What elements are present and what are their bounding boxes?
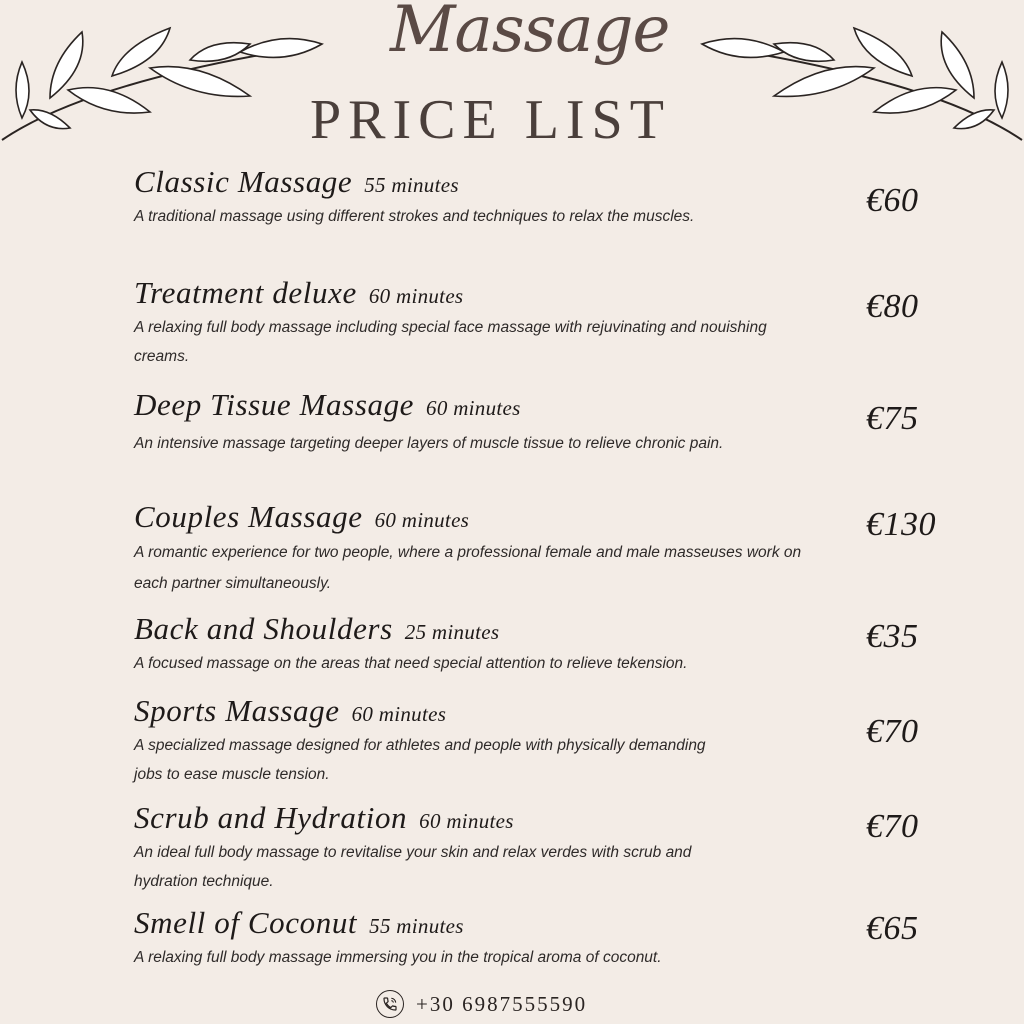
service-description: A relaxing full body massage including special face massage with rejuvinating and nouishing creams. [134, 319, 767, 365]
price-list-item [134, 275, 994, 371]
price-list-item [134, 693, 994, 789]
service-price: €35 [866, 618, 919, 655]
service-price: €70 [866, 808, 919, 845]
service-duration: 55 minutes [369, 914, 464, 938]
price-list-item [134, 499, 994, 599]
service-price: €65 [866, 910, 919, 947]
service-description: A focused massage on the areas that need special attention to relieve tekension. [134, 655, 688, 672]
service-price: €60 [866, 182, 919, 219]
service-name: Sports Massage [134, 693, 340, 728]
service-name: Deep Tissue Massage [134, 387, 415, 422]
price-list-item [134, 387, 994, 458]
service-name: Back and Shoulders [134, 611, 393, 646]
service-duration: 60 minutes [419, 809, 514, 833]
service-price: €70 [866, 713, 919, 750]
service-description: A relaxing full body massage immersing you in the tropical aroma of coconut. [134, 949, 662, 966]
price-list-item [134, 905, 994, 972]
price-list-item [134, 611, 994, 678]
contact-footer [376, 988, 587, 1020]
service-name: Couples Massage [134, 499, 363, 534]
service-description: A specialized massage designed for athletes and people with physically demanding jobs to ease muscle tension. [134, 737, 706, 783]
service-duration: 60 minutes [368, 284, 464, 308]
service-description: A romantic experience for two people, where a professional female and male masseuses work on each partner simultaneously. [134, 544, 802, 592]
service-price: €130 [866, 506, 936, 543]
phone-icon [376, 990, 404, 1018]
service-description: An ideal full body massage to revitalise your skin and relax verdes with scrub and hydration technique. [134, 844, 692, 890]
phone-number[interactable]: +30 6987555590 [416, 991, 588, 1016]
service-price: €80 [866, 288, 919, 325]
price-list-item [134, 164, 994, 231]
service-name: Classic Massage [134, 164, 353, 199]
leaf-branch-left-icon [0, 0, 340, 150]
script-title: Massage [390, 0, 670, 67]
service-duration: 60 minutes [374, 508, 470, 532]
service-duration: 25 minutes [404, 620, 500, 644]
leaf-branch-right-icon [684, 0, 1024, 150]
service-description: An intensive massage targeting deeper layers of muscle tissue to relieve chronic pain. [134, 435, 724, 452]
service-description: A traditional massage using different strokes and techniques to relax the muscles. [134, 208, 695, 225]
service-name: Smell of Coconut [134, 905, 358, 940]
service-price: €75 [866, 400, 919, 437]
page-title: PRICE LIST [310, 89, 671, 151]
service-name: Scrub and Hydration [134, 800, 408, 835]
service-duration: 60 minutes [351, 702, 447, 726]
service-duration: 60 minutes [426, 396, 521, 420]
service-duration: 55 minutes [364, 173, 459, 197]
service-name: Treatment deluxe [134, 275, 357, 310]
price-list-item [134, 800, 994, 896]
